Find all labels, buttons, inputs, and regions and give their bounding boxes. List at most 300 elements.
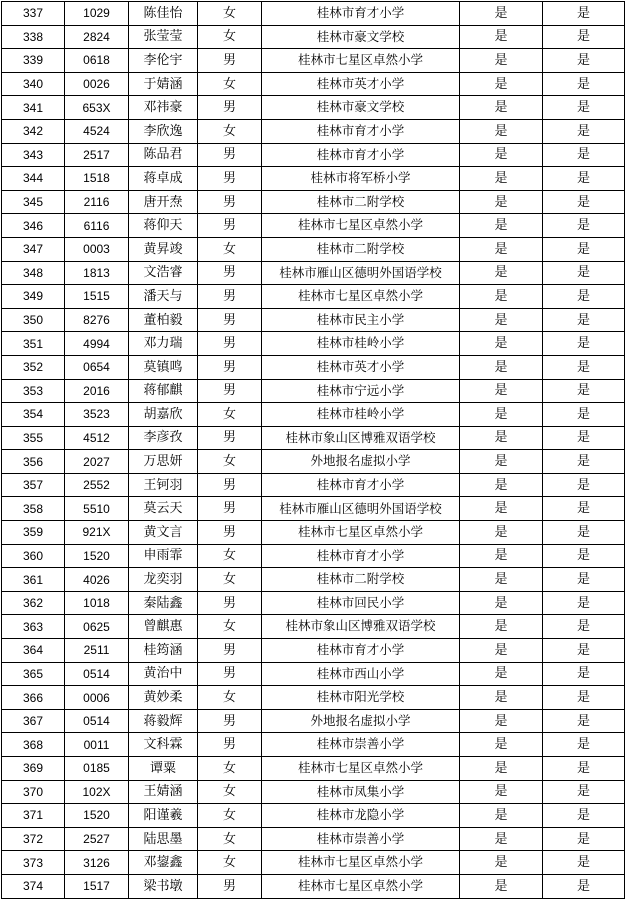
gender-cell: 男	[198, 521, 262, 545]
status-b-cell: 是	[543, 521, 625, 545]
status-a-cell: 是	[460, 237, 543, 261]
school-name-cell: 桂林市象山区博雅双语学校	[262, 426, 460, 450]
student-name-cell: 李伦宇	[129, 49, 198, 73]
student-name-cell: 潘天与	[129, 285, 198, 309]
status-b-cell: 是	[543, 851, 625, 875]
gender-cell: 女	[198, 72, 262, 96]
status-b-cell: 是	[543, 261, 625, 285]
gender-cell: 男	[198, 379, 262, 403]
row-number-cell: 337	[2, 2, 65, 26]
id-suffix-cell: 1520	[65, 804, 129, 828]
status-b-cell: 是	[543, 804, 625, 828]
row-number-cell: 358	[2, 497, 65, 521]
table-row	[2, 591, 625, 615]
school-name-cell: 桂林市七星区卓然小学	[262, 757, 460, 781]
student-name-cell: 陈品君	[129, 143, 198, 167]
status-b-cell: 是	[543, 662, 625, 686]
student-name-cell: 黄妙柔	[129, 686, 198, 710]
row-number-cell: 360	[2, 544, 65, 568]
status-a-cell: 是	[460, 780, 543, 804]
status-b-cell: 是	[543, 827, 625, 851]
student-name-cell: 黄治中	[129, 662, 198, 686]
gender-cell: 男	[198, 497, 262, 521]
id-suffix-cell: 0003	[65, 237, 129, 261]
row-number-cell: 348	[2, 261, 65, 285]
id-suffix-cell: 0006	[65, 686, 129, 710]
school-name-cell: 桂林市七星区卓然小学	[262, 49, 460, 73]
status-a-cell: 是	[460, 214, 543, 238]
table-row	[2, 450, 625, 474]
id-suffix-cell: 0625	[65, 615, 129, 639]
status-a-cell: 是	[460, 2, 543, 26]
status-a-cell: 是	[460, 591, 543, 615]
table-row	[2, 639, 625, 663]
status-a-cell: 是	[460, 686, 543, 710]
row-number-cell: 357	[2, 473, 65, 497]
school-name-cell: 桂林市回民小学	[262, 591, 460, 615]
status-a-cell: 是	[460, 143, 543, 167]
status-a-cell: 是	[460, 497, 543, 521]
status-b-cell: 是	[543, 757, 625, 781]
student-name-cell: 邓鋆鑫	[129, 851, 198, 875]
id-suffix-cell: 2552	[65, 473, 129, 497]
gender-cell: 女	[198, 686, 262, 710]
table-row	[2, 757, 625, 781]
student-name-cell: 文浩睿	[129, 261, 198, 285]
status-a-cell: 是	[460, 426, 543, 450]
row-number-cell: 374	[2, 874, 65, 898]
table-row	[2, 804, 625, 828]
school-name-cell: 桂林市雁山区德明外国语学校	[262, 497, 460, 521]
status-b-cell: 是	[543, 143, 625, 167]
status-b-cell: 是	[543, 25, 625, 49]
status-b-cell: 是	[543, 355, 625, 379]
roster-body	[2, 2, 625, 899]
student-name-cell: 蒋郁麒	[129, 379, 198, 403]
id-suffix-cell: 1518	[65, 167, 129, 191]
status-a-cell: 是	[460, 49, 543, 73]
gender-cell: 女	[198, 25, 262, 49]
student-name-cell: 莫云天	[129, 497, 198, 521]
status-a-cell: 是	[460, 190, 543, 214]
table-row	[2, 662, 625, 686]
gender-cell: 女	[198, 780, 262, 804]
table-row	[2, 49, 625, 73]
table-row	[2, 285, 625, 309]
gender-cell: 女	[198, 851, 262, 875]
school-name-cell: 桂林市育才小学	[262, 473, 460, 497]
status-b-cell: 是	[543, 450, 625, 474]
gender-cell: 女	[198, 757, 262, 781]
school-name-cell: 外地报名虚拟小学	[262, 709, 460, 733]
student-name-cell: 申雨霏	[129, 544, 198, 568]
id-suffix-cell: 0514	[65, 709, 129, 733]
row-number-cell: 338	[2, 25, 65, 49]
status-b-cell: 是	[543, 96, 625, 120]
id-suffix-cell: 1515	[65, 285, 129, 309]
status-a-cell: 是	[460, 709, 543, 733]
student-name-cell: 唐开焘	[129, 190, 198, 214]
status-b-cell: 是	[543, 2, 625, 26]
row-number-cell: 364	[2, 639, 65, 663]
row-number-cell: 368	[2, 733, 65, 757]
status-b-cell: 是	[543, 473, 625, 497]
status-b-cell: 是	[543, 49, 625, 73]
gender-cell: 男	[198, 261, 262, 285]
id-suffix-cell: 0026	[65, 72, 129, 96]
table-row	[2, 355, 625, 379]
status-a-cell: 是	[460, 851, 543, 875]
student-name-cell: 陆思墨	[129, 827, 198, 851]
status-b-cell: 是	[543, 426, 625, 450]
student-name-cell: 万思妍	[129, 450, 198, 474]
status-b-cell: 是	[543, 639, 625, 663]
school-name-cell: 桂林市西山小学	[262, 662, 460, 686]
id-suffix-cell: 0654	[65, 355, 129, 379]
row-number-cell: 347	[2, 237, 65, 261]
table-row	[2, 214, 625, 238]
gender-cell: 男	[198, 167, 262, 191]
id-suffix-cell: 8276	[65, 308, 129, 332]
id-suffix-cell: 4524	[65, 119, 129, 143]
row-number-cell: 349	[2, 285, 65, 309]
student-name-cell: 董柏毅	[129, 308, 198, 332]
gender-cell: 女	[198, 450, 262, 474]
status-b-cell: 是	[543, 119, 625, 143]
school-name-cell: 外地报名虚拟小学	[262, 450, 460, 474]
status-a-cell: 是	[460, 757, 543, 781]
status-b-cell: 是	[543, 733, 625, 757]
gender-cell: 男	[198, 285, 262, 309]
gender-cell: 男	[198, 874, 262, 898]
row-number-cell: 361	[2, 568, 65, 592]
row-number-cell: 363	[2, 615, 65, 639]
student-name-cell: 桂筠涵	[129, 639, 198, 663]
id-suffix-cell: 3126	[65, 851, 129, 875]
table-row	[2, 473, 625, 497]
row-number-cell: 355	[2, 426, 65, 450]
id-suffix-cell: 2824	[65, 25, 129, 49]
school-name-cell: 桂林市阳光学校	[262, 686, 460, 710]
row-number-cell: 353	[2, 379, 65, 403]
gender-cell: 男	[198, 639, 262, 663]
student-name-cell: 于婧涵	[129, 72, 198, 96]
gender-cell: 女	[198, 568, 262, 592]
table-row	[2, 190, 625, 214]
gender-cell: 男	[198, 143, 262, 167]
id-suffix-cell: 1517	[65, 874, 129, 898]
school-name-cell: 桂林市英才小学	[262, 355, 460, 379]
student-name-cell: 陈佳怡	[129, 2, 198, 26]
row-number-cell: 351	[2, 332, 65, 356]
school-name-cell: 桂林市桂岭小学	[262, 403, 460, 427]
table-row	[2, 497, 625, 521]
gender-cell: 女	[198, 237, 262, 261]
gender-cell: 男	[198, 214, 262, 238]
row-number-cell: 356	[2, 450, 65, 474]
table-row	[2, 686, 625, 710]
status-b-cell: 是	[543, 237, 625, 261]
student-name-cell: 胡嘉欣	[129, 403, 198, 427]
gender-cell: 男	[198, 49, 262, 73]
row-number-cell: 370	[2, 780, 65, 804]
id-suffix-cell: 1813	[65, 261, 129, 285]
school-name-cell: 桂林市育才小学	[262, 639, 460, 663]
row-number-cell: 344	[2, 167, 65, 191]
status-b-cell: 是	[543, 285, 625, 309]
student-name-cell: 蒋仰天	[129, 214, 198, 238]
school-name-cell: 桂林市宁远小学	[262, 379, 460, 403]
table-row	[2, 167, 625, 191]
school-name-cell: 桂林市龙隐小学	[262, 804, 460, 828]
school-name-cell: 桂林市崇善小学	[262, 733, 460, 757]
school-name-cell: 桂林市育才小学	[262, 119, 460, 143]
school-name-cell: 桂林市英才小学	[262, 72, 460, 96]
table-row	[2, 733, 625, 757]
student-name-cell: 邓力瑞	[129, 332, 198, 356]
gender-cell: 女	[198, 804, 262, 828]
status-a-cell: 是	[460, 96, 543, 120]
status-a-cell: 是	[460, 568, 543, 592]
status-a-cell: 是	[460, 827, 543, 851]
id-suffix-cell: 2027	[65, 450, 129, 474]
student-name-cell: 李彦孜	[129, 426, 198, 450]
status-b-cell: 是	[543, 308, 625, 332]
id-suffix-cell: 2511	[65, 639, 129, 663]
student-name-cell: 曾麒惠	[129, 615, 198, 639]
row-number-cell: 345	[2, 190, 65, 214]
school-name-cell: 桂林市豪文学校	[262, 96, 460, 120]
table-row	[2, 544, 625, 568]
student-name-cell: 李欣逸	[129, 119, 198, 143]
status-b-cell: 是	[543, 214, 625, 238]
id-suffix-cell: 4994	[65, 332, 129, 356]
status-b-cell: 是	[543, 379, 625, 403]
id-suffix-cell: 1029	[65, 2, 129, 26]
id-suffix-cell: 0514	[65, 662, 129, 686]
id-suffix-cell: 2116	[65, 190, 129, 214]
school-name-cell: 桂林市象山区博雅双语学校	[262, 615, 460, 639]
student-name-cell: 梁书墩	[129, 874, 198, 898]
gender-cell: 男	[198, 96, 262, 120]
gender-cell: 女	[198, 615, 262, 639]
school-name-cell: 桂林市民主小学	[262, 308, 460, 332]
gender-cell: 男	[198, 473, 262, 497]
table-row	[2, 874, 625, 898]
row-number-cell: 359	[2, 521, 65, 545]
id-suffix-cell: 1018	[65, 591, 129, 615]
table-row	[2, 143, 625, 167]
status-a-cell: 是	[460, 379, 543, 403]
table-row	[2, 379, 625, 403]
id-suffix-cell: 4026	[65, 568, 129, 592]
status-a-cell: 是	[460, 473, 543, 497]
school-name-cell: 桂林市七星区卓然小学	[262, 851, 460, 875]
status-b-cell: 是	[543, 72, 625, 96]
table-row	[2, 780, 625, 804]
status-b-cell: 是	[543, 874, 625, 898]
status-a-cell: 是	[460, 804, 543, 828]
school-name-cell: 桂林市育才小学	[262, 2, 460, 26]
table-row	[2, 308, 625, 332]
status-a-cell: 是	[460, 403, 543, 427]
row-number-cell: 367	[2, 709, 65, 733]
table-row	[2, 568, 625, 592]
student-name-cell: 莫镇鸣	[129, 355, 198, 379]
table-row	[2, 332, 625, 356]
student-name-cell: 黄昇竣	[129, 237, 198, 261]
school-name-cell: 桂林市七星区卓然小学	[262, 521, 460, 545]
student-name-cell: 谭粟	[129, 757, 198, 781]
status-b-cell: 是	[543, 497, 625, 521]
gender-cell: 男	[198, 355, 262, 379]
status-a-cell: 是	[460, 332, 543, 356]
id-suffix-cell: 6116	[65, 214, 129, 238]
id-suffix-cell: 653X	[65, 96, 129, 120]
id-suffix-cell: 1520	[65, 544, 129, 568]
school-name-cell: 桂林市育才小学	[262, 143, 460, 167]
school-name-cell: 桂林市育才小学	[262, 544, 460, 568]
row-number-cell: 350	[2, 308, 65, 332]
status-a-cell: 是	[460, 733, 543, 757]
status-a-cell: 是	[460, 167, 543, 191]
status-a-cell: 是	[460, 308, 543, 332]
school-name-cell: 桂林市二附学校	[262, 568, 460, 592]
school-name-cell: 桂林市豪文学校	[262, 25, 460, 49]
student-name-cell: 蒋卓成	[129, 167, 198, 191]
gender-cell: 男	[198, 426, 262, 450]
status-a-cell: 是	[460, 72, 543, 96]
gender-cell: 女	[198, 2, 262, 26]
table-row	[2, 827, 625, 851]
row-number-cell: 339	[2, 49, 65, 73]
student-roster-table	[1, 1, 625, 899]
status-a-cell: 是	[460, 119, 543, 143]
status-b-cell: 是	[543, 709, 625, 733]
gender-cell: 女	[198, 403, 262, 427]
gender-cell: 女	[198, 119, 262, 143]
school-name-cell: 桂林市桂岭小学	[262, 332, 460, 356]
gender-cell: 男	[198, 709, 262, 733]
status-b-cell: 是	[543, 332, 625, 356]
status-b-cell: 是	[543, 167, 625, 191]
row-number-cell: 343	[2, 143, 65, 167]
gender-cell: 女	[198, 544, 262, 568]
school-name-cell: 桂林市七星区卓然小学	[262, 285, 460, 309]
row-number-cell: 341	[2, 96, 65, 120]
id-suffix-cell: 2517	[65, 143, 129, 167]
student-name-cell: 龙奕羽	[129, 568, 198, 592]
status-a-cell: 是	[460, 874, 543, 898]
table-row	[2, 237, 625, 261]
school-name-cell: 桂林市二附学校	[262, 190, 460, 214]
row-number-cell: 342	[2, 119, 65, 143]
row-number-cell: 366	[2, 686, 65, 710]
status-b-cell: 是	[543, 568, 625, 592]
table-row	[2, 25, 625, 49]
gender-cell: 男	[198, 190, 262, 214]
status-b-cell: 是	[543, 591, 625, 615]
status-a-cell: 是	[460, 355, 543, 379]
status-b-cell: 是	[543, 686, 625, 710]
status-b-cell: 是	[543, 403, 625, 427]
school-name-cell: 桂林市七星区卓然小学	[262, 874, 460, 898]
gender-cell: 男	[198, 308, 262, 332]
status-a-cell: 是	[460, 25, 543, 49]
table-row	[2, 2, 625, 26]
id-suffix-cell: 102X	[65, 780, 129, 804]
school-name-cell: 桂林市凤集小学	[262, 780, 460, 804]
id-suffix-cell: 3523	[65, 403, 129, 427]
table-row	[2, 615, 625, 639]
id-suffix-cell: 4512	[65, 426, 129, 450]
gender-cell: 男	[198, 332, 262, 356]
table-row	[2, 403, 625, 427]
student-name-cell: 阳谨羲	[129, 804, 198, 828]
student-name-cell: 秦陆鑫	[129, 591, 198, 615]
row-number-cell: 362	[2, 591, 65, 615]
status-a-cell: 是	[460, 544, 543, 568]
id-suffix-cell: 921X	[65, 521, 129, 545]
id-suffix-cell: 2527	[65, 827, 129, 851]
table-row	[2, 521, 625, 545]
status-a-cell: 是	[460, 662, 543, 686]
id-suffix-cell: 0011	[65, 733, 129, 757]
gender-cell: 男	[198, 662, 262, 686]
table-row	[2, 96, 625, 120]
row-number-cell: 372	[2, 827, 65, 851]
status-a-cell: 是	[460, 521, 543, 545]
table-row	[2, 851, 625, 875]
status-a-cell: 是	[460, 450, 543, 474]
student-name-cell: 邓祎豪	[129, 96, 198, 120]
status-a-cell: 是	[460, 615, 543, 639]
row-number-cell: 373	[2, 851, 65, 875]
status-b-cell: 是	[543, 780, 625, 804]
school-name-cell: 桂林市崇善小学	[262, 827, 460, 851]
id-suffix-cell: 2016	[65, 379, 129, 403]
table-row	[2, 261, 625, 285]
row-number-cell: 340	[2, 72, 65, 96]
student-name-cell: 蒋毅辉	[129, 709, 198, 733]
row-number-cell: 354	[2, 403, 65, 427]
student-name-cell: 文科霖	[129, 733, 198, 757]
student-name-cell: 王钶羽	[129, 473, 198, 497]
school-name-cell: 桂林市七星区卓然小学	[262, 214, 460, 238]
table-row	[2, 119, 625, 143]
row-number-cell: 369	[2, 757, 65, 781]
student-name-cell: 张莹莹	[129, 25, 198, 49]
school-name-cell: 桂林市雁山区德明外国语学校	[262, 261, 460, 285]
table-row	[2, 72, 625, 96]
id-suffix-cell: 0618	[65, 49, 129, 73]
status-b-cell: 是	[543, 615, 625, 639]
school-name-cell: 桂林市将军桥小学	[262, 167, 460, 191]
row-number-cell: 371	[2, 804, 65, 828]
row-number-cell: 346	[2, 214, 65, 238]
status-b-cell: 是	[543, 544, 625, 568]
gender-cell: 女	[198, 827, 262, 851]
table-row	[2, 709, 625, 733]
gender-cell: 男	[198, 591, 262, 615]
table-row	[2, 426, 625, 450]
status-a-cell: 是	[460, 261, 543, 285]
row-number-cell: 365	[2, 662, 65, 686]
status-a-cell: 是	[460, 639, 543, 663]
student-name-cell: 王婧涵	[129, 780, 198, 804]
status-b-cell: 是	[543, 190, 625, 214]
row-number-cell: 352	[2, 355, 65, 379]
